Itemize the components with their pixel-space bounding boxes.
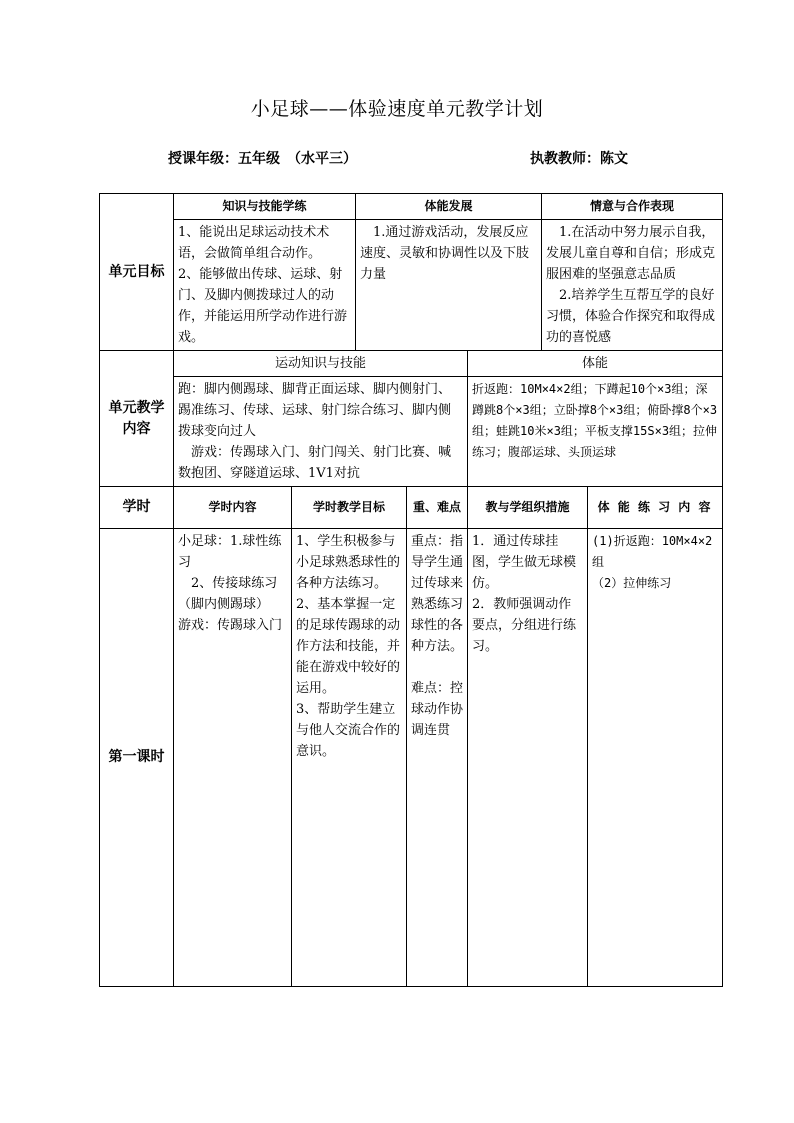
content-fitness-text: 折返跑：10M×4×2组；下蹲起10个×3组；深蹲跳8个×3组；立卧撑8个×3组；俯卧撑8个×3组；蛙跳10米×3组；平板支撑15S×3组；拉伸练习；腹部运球、头顶运球 — [472, 382, 718, 459]
goals-knowledge-2: 2、能够做出传球、运球、射门、及脚内侧拨球过人的动作，并能运用所学动作进行游戏。 — [178, 267, 348, 345]
content-header-skills: 运动知识与技能 — [174, 351, 468, 377]
lesson-1-content-3: 游戏：传踢球入门 — [178, 618, 283, 633]
goals-header-affect: 情意与合作表现 — [542, 194, 723, 220]
lesson-1-objective-2: 2、基本掌握一定的足球传踢球的动作方法和技能，并能在游戏中较好的运用。 — [296, 597, 401, 696]
goals-body-row — [100, 220, 723, 351]
content-body-row — [100, 377, 723, 487]
lesson-header-row — [100, 487, 723, 529]
lesson-1-content-2: 2、传接球练习（脚内侧踢球） — [178, 576, 278, 612]
content-row-label: 单元教学内容 — [100, 351, 174, 487]
goals-fitness-text: 1.通过游戏活动，发展反应速度、灵敏和协调性以及下肢力量 — [360, 225, 530, 282]
lesson-1-content-1: 小足球：1.球性练习 — [178, 534, 282, 570]
goals-header-knowledge: 知识与技能学练 — [174, 194, 356, 220]
goals-header-fitness: 体能发展 — [356, 194, 542, 220]
goals-knowledge-1: 1、能说出足球运动技术术语，会做简单组合动作。 — [178, 225, 330, 261]
document-title: 小足球——体验速度单元教学计划 — [250, 98, 544, 120]
content-header-fitness: 体能 — [468, 351, 723, 377]
lesson-1-measure-1: 1．通过传球挂图，学生做无球模仿。 — [472, 534, 577, 591]
lesson-1-measures-cell — [468, 529, 588, 987]
teacher-label: 执教教师：陈文 — [530, 151, 628, 167]
content-skills-1: 跑：脚内侧踢球、脚背正面运球、脚内侧射门、踢准练习、传球、运球、射门综合练习、脚内侧拨球变向过人 — [178, 382, 452, 439]
lesson-1-key-point: 重点：指导学生通过传球来熟悉练习球性的各种方法。 — [411, 534, 464, 654]
lesson-header-period: 学时 — [100, 487, 174, 529]
lesson-1-objective-1: 1、学生积极参与小足球熟悉球性的各种方法练习。 — [296, 534, 401, 591]
content-skills-cell — [174, 377, 468, 487]
lesson-1-fitness-1: (1)折返跑：10M×4×2组 — [592, 534, 713, 569]
lesson-header-content: 学时内容 — [174, 487, 292, 529]
unit-plan-table — [99, 193, 723, 987]
goals-header-row — [100, 194, 723, 220]
goals-affect-cell — [542, 220, 723, 351]
lesson-header-keypoints: 重、难点 — [407, 487, 468, 529]
goals-affect-1: 1.在活动中努力展示自我，发展儿童自尊和自信；形成克服困难的坚强意志品质 — [546, 225, 716, 282]
lesson-1-keypoints-cell — [407, 529, 468, 987]
lesson-1-measure-2: 2．教师强调动作要点，分组进行练习。 — [472, 597, 577, 654]
lesson-header-fitness: 体 能 练 习 内 容 — [588, 487, 723, 529]
lesson-1-objectives-cell — [292, 529, 407, 987]
lesson-1-fitness-cell — [588, 529, 723, 987]
lesson-header-objectives: 学时教学目标 — [292, 487, 407, 529]
lesson-header-measures: 教与学组织措施 — [468, 487, 588, 529]
lesson-1-objective-3: 3、帮助学生建立与他人交流合作的意识。 — [296, 702, 401, 759]
lesson-1-row — [100, 529, 723, 987]
grade-label: 授课年级：五年级 （水平三） — [168, 151, 357, 167]
lesson-1-label: 第一课时 — [100, 529, 174, 987]
content-header-row — [100, 351, 723, 377]
goals-fitness-cell — [356, 220, 542, 351]
lesson-1-difficulty: 难点：控球动作协调连贯 — [411, 681, 464, 738]
lesson-1-content-cell — [174, 529, 292, 987]
goals-knowledge-cell — [174, 220, 356, 351]
goals-affect-2: 2.培养学生互帮互学的良好习惯，体验合作探究和取得成功的喜悦感 — [546, 288, 716, 345]
content-skills-2: 游戏：传踢球入门、射门闯关、射门比赛、喊数抱团、穿隧道运球、1V1对抗 — [178, 445, 452, 481]
lesson-1-fitness-2: （2）拉伸练习 — [592, 576, 672, 590]
goals-row-label: 单元目标 — [100, 194, 174, 351]
content-fitness-cell — [468, 377, 723, 487]
